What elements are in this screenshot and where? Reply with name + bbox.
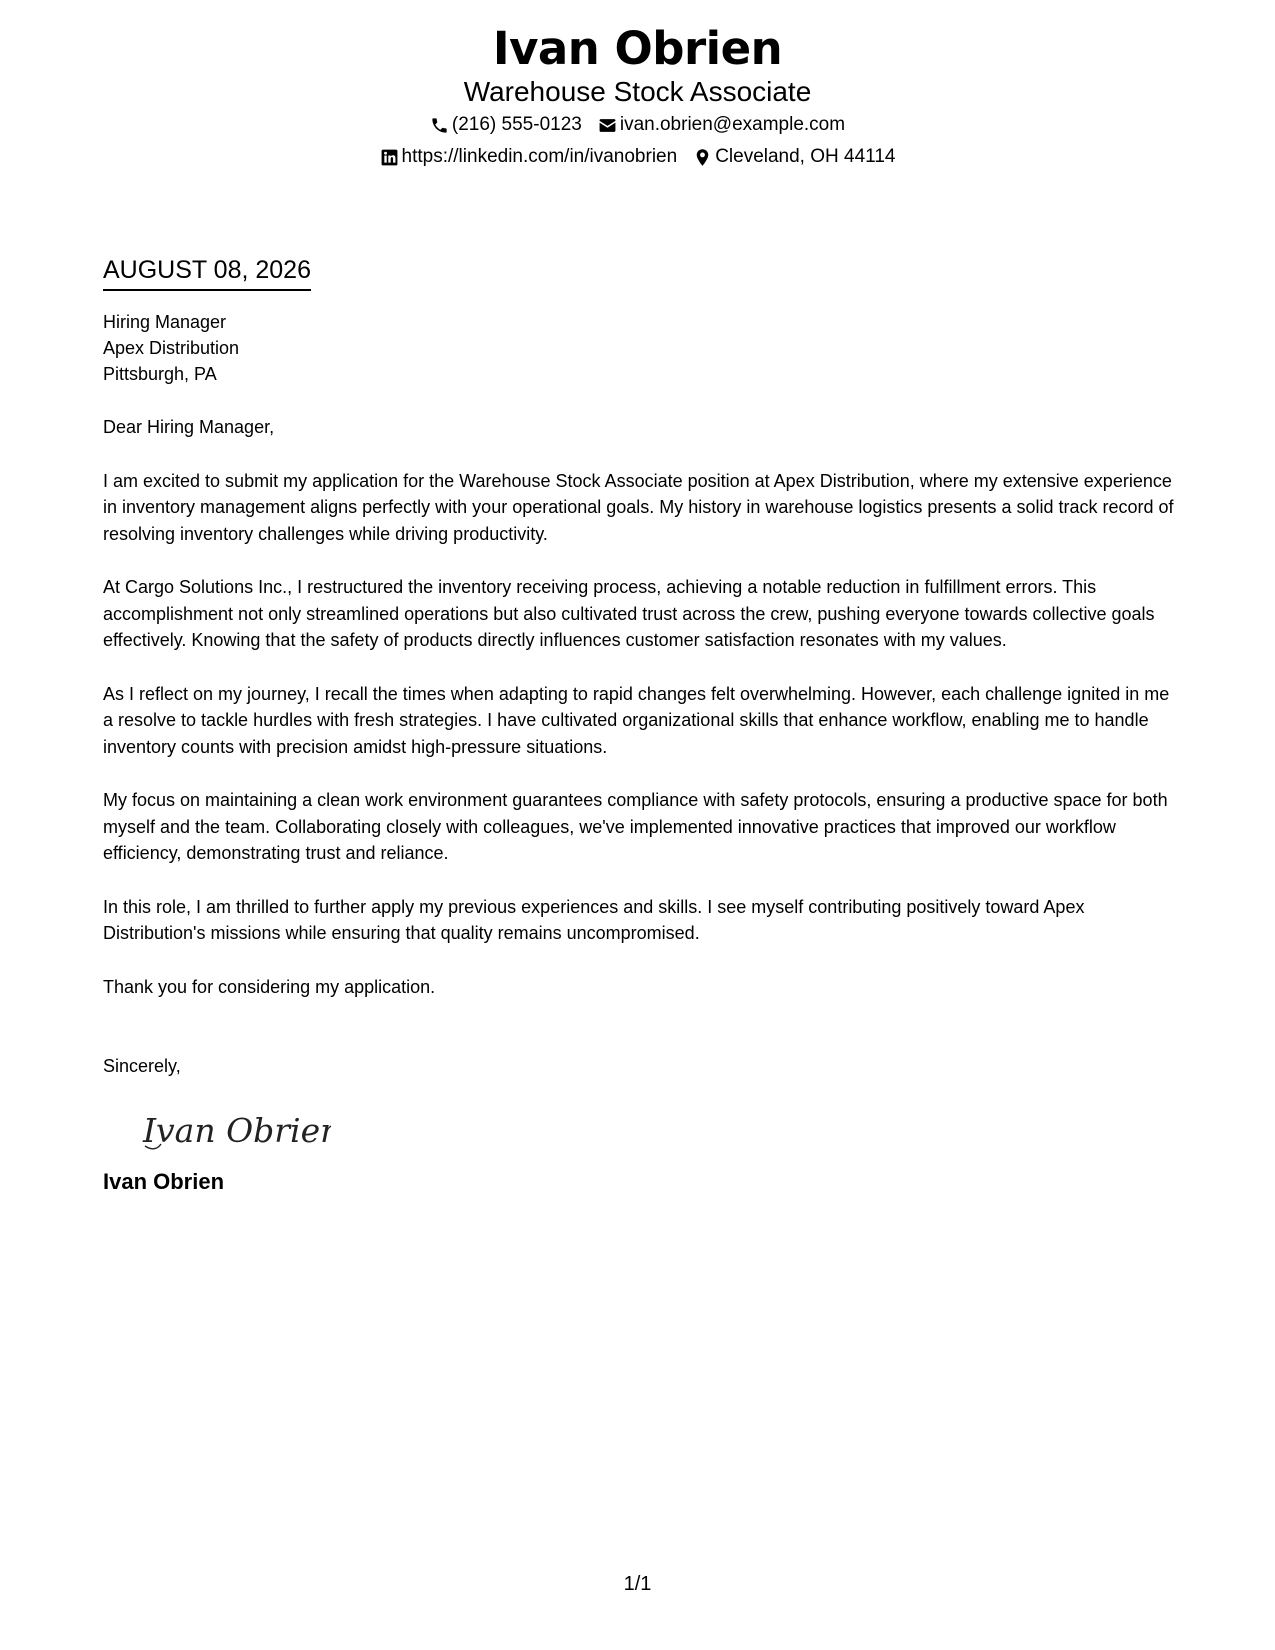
- location-text: Cleveland, OH 44114: [715, 146, 896, 167]
- linkedin-url: https://linkedin.com/in/ivanobrien: [401, 146, 678, 167]
- page-number: 1/1: [623, 1573, 652, 1595]
- body-paragraph: I am excited to submit my application for the Warehouse Stock Associate position at Apex Distribution, where my extensive experience in inventory management aligns perfectly with your operational goals. My history in warehouse logistics presents a solid track record of resolving inventory challenges while driving productivity.: [103, 470, 1174, 544]
- body-paragraph: At Cargo Solutions Inc., I restructured the inventory receiving process, achieving a notable reduction in fulfillment errors. This accomplishment not only streamlined operations but also cultivated trust across the crew, pushing everyone towards collective goals effectively. Knowing that the safety of products directly influences customer satisfaction resonates with my values.: [103, 577, 1155, 650]
- map-marker-icon: [693, 148, 712, 167]
- salutation: Dear Hiring Manager,: [103, 417, 275, 437]
- signature-graphic: [141, 1106, 331, 1154]
- recipient-location: Pittsburgh, PA: [103, 364, 217, 384]
- applicant-job-title: Warehouse Stock Associate: [463, 76, 812, 107]
- letter-date: AUGUST 08, 2026: [103, 254, 311, 291]
- recipient-name: Hiring Manager: [103, 312, 227, 332]
- envelope-icon: [598, 116, 617, 135]
- linkedin-icon: [380, 148, 399, 167]
- contact-phone: [430, 113, 582, 137]
- recipient-block: [103, 309, 1178, 387]
- phone-number: (216) 555-0123: [451, 114, 582, 135]
- handwritten-signature: [141, 1106, 1178, 1154]
- contact-email: [598, 113, 845, 137]
- letter-body: [103, 254, 1178, 1196]
- applicant-name: Ivan Obrien: [492, 22, 783, 75]
- phone-icon: [430, 116, 449, 135]
- contact-location: [693, 145, 895, 169]
- signature-text: Ivan Obrien: [143, 1110, 331, 1150]
- email-address: ivan.obrien@example.com: [619, 114, 846, 135]
- contact-row-primary: [0, 113, 1275, 137]
- closing: Sincerely,: [103, 1056, 181, 1076]
- body-paragraph: In this role, I am thrilled to further apply my previous experiences and skills. I see myself contributing positively toward Apex Distribution's missions while ensuring that quality remains uncompromised.: [103, 896, 1085, 943]
- letter-header: [0, 22, 1275, 169]
- body-paragraph: As I reflect on my journey, I recall the times when adapting to rapid changes felt overwhelming. However, each challenge ignited in me a resolve to tackle hurdles with fresh strategies. I have cultivated organizational skills that enhance workflow, enabling me to handle inventory counts with precision amidst high-pressure situations.: [103, 683, 1170, 757]
- contact-row-secondary: [0, 145, 1275, 169]
- recipient-company: Apex Distribution: [103, 338, 240, 358]
- body-paragraph: Thank you for considering my application.: [103, 976, 436, 997]
- contact-linkedin: [380, 145, 678, 169]
- signer-name: Ivan Obrien: [103, 1168, 225, 1194]
- body-paragraph: My focus on maintaining a clean work environment guarantees compliance with safety protocols, ensuring a productive space for both myself and the team. Collaborating closely with colleagues, we've implemented innovative practices that improved our workflow efficiency, demonstrating trust and reliance.: [103, 790, 1168, 863]
